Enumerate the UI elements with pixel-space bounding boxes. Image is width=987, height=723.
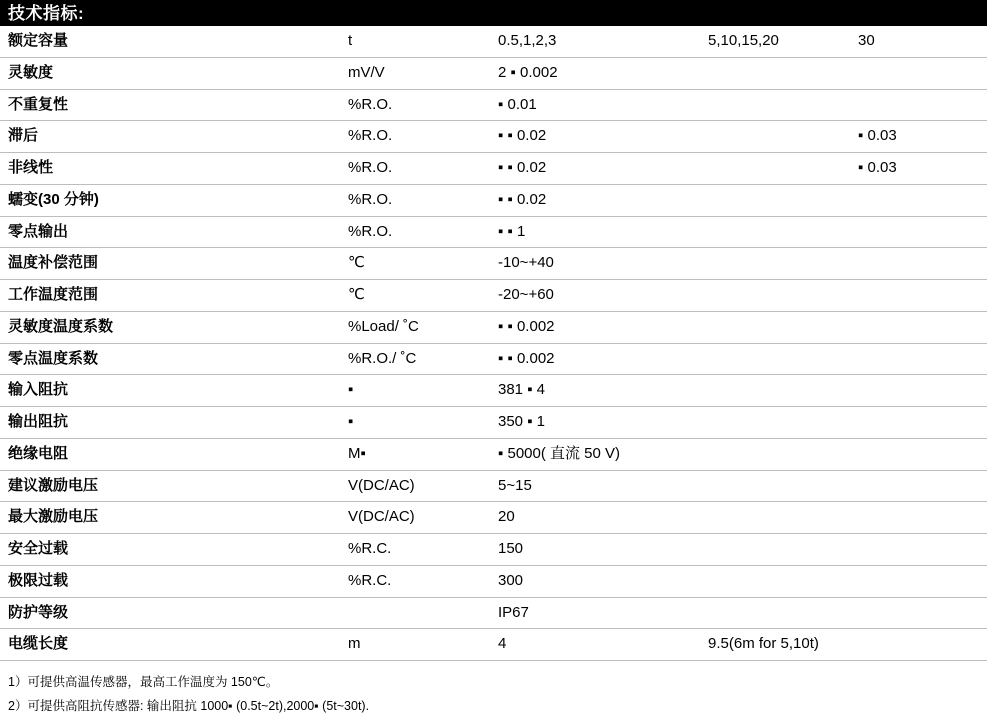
cell-value-2	[708, 407, 858, 439]
cell-value-3	[858, 311, 987, 343]
cell-value-1: ▪ 0.01	[498, 95, 537, 113]
cell-unit: M▪	[348, 444, 366, 462]
cell-value-2	[708, 121, 858, 153]
cell-value-2	[708, 438, 858, 470]
cell-value-1: ▪ ▪ 0.002	[498, 317, 555, 335]
cell-parameter: 最大激励电压	[8, 508, 99, 526]
cell-value-1: 350 ▪ 1	[498, 413, 546, 430]
cell-unit: ▪	[348, 381, 354, 399]
cell-unit: m	[348, 635, 361, 653]
table-row	[0, 248, 987, 280]
cell-value-2	[708, 57, 858, 89]
cell-value-1: 4	[498, 635, 507, 653]
cell-parameter: 额定容量	[8, 32, 69, 49]
table-row	[0, 534, 987, 566]
cell-value-1: 150	[498, 540, 524, 557]
cell-parameter: 温度补偿范围	[8, 254, 99, 272]
table-body	[0, 26, 987, 661]
cell-parameter: 输出阻抗	[8, 413, 69, 430]
cell-value-1: -20~+60	[498, 286, 554, 303]
cell-parameter: 不重复性	[8, 95, 69, 113]
cell-value-2	[708, 565, 858, 597]
cell-value-1: 0.5,1,2,3	[498, 32, 557, 49]
table-row	[0, 470, 987, 502]
table-row	[0, 565, 987, 597]
cell-unit: %R.C.	[348, 540, 392, 557]
table-row	[0, 184, 987, 216]
cell-value-3	[858, 184, 987, 216]
cell-value-2	[708, 248, 858, 280]
cell-parameter: 滞后	[8, 127, 39, 145]
table-row	[0, 280, 987, 312]
cell-unit: V(DC/AC)	[348, 508, 415, 526]
cell-value-3	[858, 407, 987, 439]
cell-value-3: ▪ 0.03	[858, 159, 897, 176]
cell-value-1: ▪ ▪ 0.02	[498, 159, 547, 176]
cell-value-1: 5~15	[498, 476, 532, 494]
table-row	[0, 89, 987, 121]
table-row	[0, 57, 987, 89]
cell-unit: %R.O.	[348, 222, 393, 240]
cell-value-2	[708, 343, 858, 375]
table-row	[0, 121, 987, 153]
cell-value-1: ▪ ▪ 1	[498, 222, 526, 240]
cell-value-1: ▪ ▪ 0.002	[498, 349, 555, 367]
cell-unit	[348, 597, 498, 629]
cell-parameter: 灵敏度	[8, 63, 54, 81]
cell-value-3	[858, 502, 987, 534]
cell-value-2	[708, 89, 858, 121]
cell-value-3	[858, 216, 987, 248]
cell-unit: ℃	[348, 254, 365, 272]
cell-value-2: 9.5(6m for 5,10t)	[708, 635, 819, 653]
cell-value-1: ▪ ▪ 0.02	[498, 190, 547, 208]
cell-value-2	[708, 534, 858, 566]
cell-value-3	[858, 470, 987, 502]
cell-value-2	[708, 502, 858, 534]
cell-parameter: 灵敏度温度系数	[8, 317, 114, 335]
cell-value-2	[708, 597, 858, 629]
cell-parameter: 非线性	[8, 159, 54, 176]
cell-parameter: 电缆长度	[8, 635, 69, 653]
cell-value-1: 20	[498, 508, 515, 526]
cell-value-3	[858, 438, 987, 470]
specifications-table	[0, 26, 987, 661]
cell-value-3: 30	[858, 32, 875, 49]
footnote-2: 2）可提供高阻抗传感器: 输出阻抗 1000▪ (0.5t~2t),2000▪ (5t~30t).	[8, 698, 370, 713]
cell-value-3	[858, 248, 987, 280]
cell-value-2: 5,10,15,20	[708, 32, 779, 49]
cell-unit: %R.O./ ˚C	[348, 349, 417, 367]
page-title: 技术指标:	[8, 3, 85, 23]
cell-unit: %R.O.	[348, 127, 393, 145]
cell-parameter: 防护等级	[8, 603, 69, 621]
cell-value-3	[858, 629, 987, 661]
cell-parameter: 零点输出	[8, 222, 69, 240]
cell-parameter: 安全过载	[8, 540, 69, 557]
cell-value-2	[708, 470, 858, 502]
cell-value-2	[708, 153, 858, 185]
cell-value-1: -10~+40	[498, 254, 554, 272]
cell-value-3	[858, 343, 987, 375]
cell-value-2	[708, 375, 858, 407]
cell-value-3	[858, 375, 987, 407]
cell-value-1: 381 ▪ 4	[498, 381, 546, 399]
cell-unit: ▪	[348, 413, 354, 430]
table-row	[0, 407, 987, 439]
cell-value-1: 300	[498, 571, 524, 589]
cell-value-3	[858, 534, 987, 566]
cell-unit: %R.O.	[348, 95, 393, 113]
cell-unit: t	[348, 32, 353, 49]
cell-value-1: ▪ ▪ 0.02	[498, 127, 547, 145]
table-row	[0, 216, 987, 248]
cell-unit: %R.C.	[348, 571, 392, 589]
cell-value-3	[858, 280, 987, 312]
table-row	[0, 438, 987, 470]
cell-unit: ℃	[348, 286, 365, 303]
cell-value-3: ▪ 0.03	[858, 127, 897, 145]
table-row	[0, 26, 987, 57]
cell-value-1: ▪ 5000( 直流 50 V)	[498, 444, 621, 462]
cell-value-1: 2 ▪ 0.002	[498, 63, 558, 81]
cell-value-3	[858, 57, 987, 89]
cell-parameter: 工作温度范围	[8, 286, 99, 303]
cell-parameter: 极限过载	[8, 571, 69, 589]
cell-value-3	[858, 89, 987, 121]
cell-value-2	[708, 216, 858, 248]
cell-value-1: IP67	[498, 603, 529, 621]
cell-unit: V(DC/AC)	[348, 476, 415, 494]
table-row	[0, 597, 987, 629]
footnote-1: 1）可提供高温传感器，最高工作温度为 150℃。	[8, 675, 279, 689]
cell-unit: mV/V	[348, 63, 385, 81]
cell-unit: %R.O.	[348, 159, 393, 176]
cell-unit: %R.O.	[348, 190, 393, 208]
cell-unit: %Load/ ˚C	[348, 317, 419, 335]
footnotes	[0, 661, 987, 719]
cell-parameter: 蠕变(30 分钟)	[8, 190, 99, 208]
cell-parameter: 绝缘电阻	[8, 444, 69, 462]
table-row	[0, 629, 987, 661]
cell-parameter: 输入阻抗	[8, 381, 69, 399]
cell-value-3	[858, 565, 987, 597]
cell-parameter: 零点温度系数	[8, 349, 99, 367]
table-row	[0, 343, 987, 375]
section-header	[0, 0, 987, 26]
table-row	[0, 502, 987, 534]
cell-value-2	[708, 311, 858, 343]
cell-parameter: 建议激励电压	[8, 476, 99, 494]
cell-value-2	[708, 184, 858, 216]
table-row	[0, 375, 987, 407]
cell-value-2	[708, 280, 858, 312]
table-row	[0, 153, 987, 185]
table-row	[0, 311, 987, 343]
cell-value-3	[858, 597, 987, 629]
